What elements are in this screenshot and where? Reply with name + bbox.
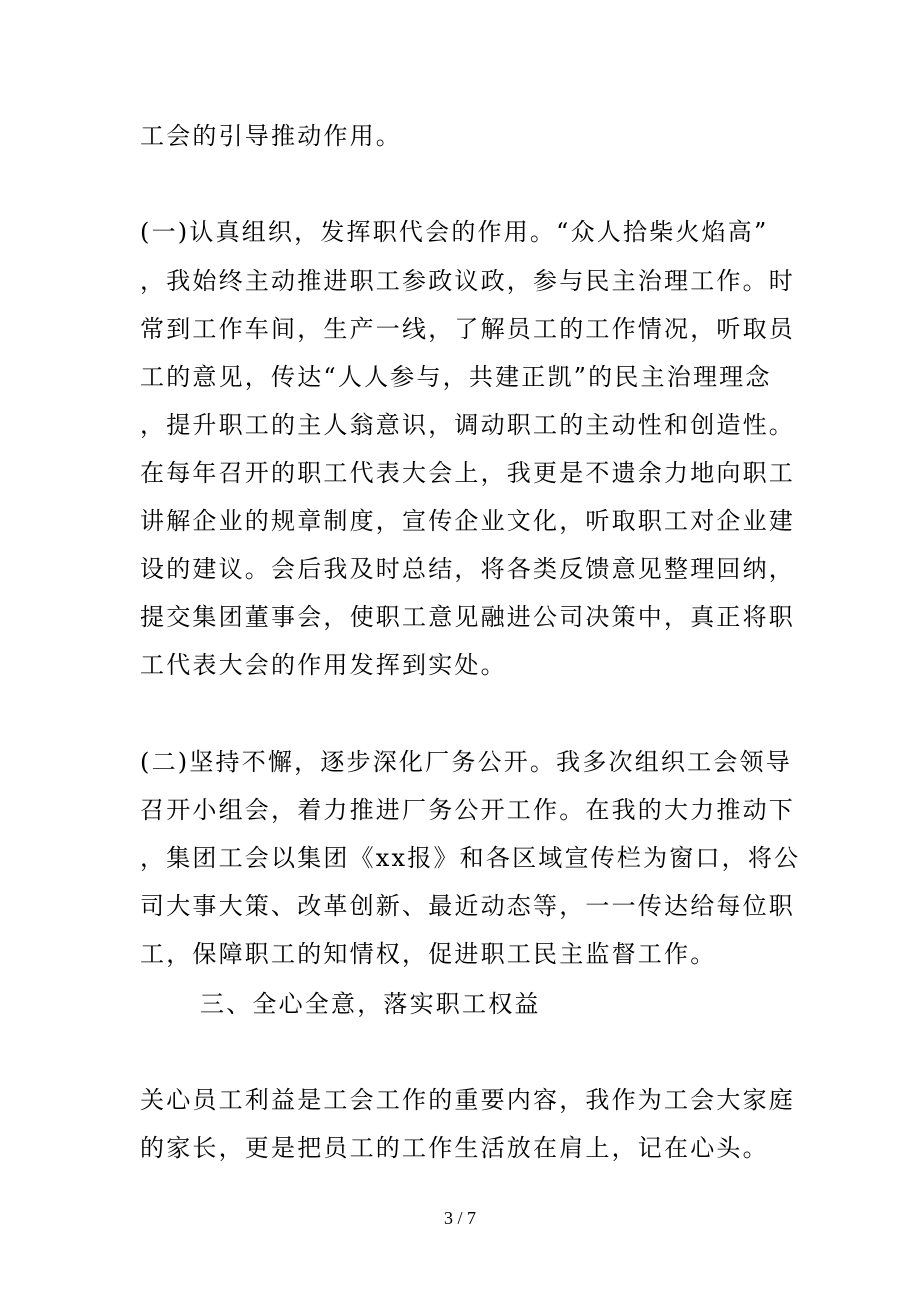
page-number: 3 / 7 <box>443 1208 476 1228</box>
paragraph-line: 司大事大策、改革创新、最近动态等，一一传达给每位职 <box>140 892 795 920</box>
section-heading: 三、全心全意，落实职工权益 <box>200 990 541 1018</box>
paragraph-line: 召开小组会，着力推进厂务公开工作。在我的大力推动下 <box>140 796 795 824</box>
paragraph-line: 关心员工利益是工会工作的重要内容，我作为工会大家庭 <box>140 1086 795 1114</box>
paragraph-line: 讲解企业的规章制度，宣传企业文化，听取职工对企业建 <box>140 507 795 535</box>
paragraph-line: 工的意见，传达“人人参与，共建正凯”的民主治理理念 <box>140 363 772 391</box>
paragraph-line: ，提升职工的主人翁意识，调动职工的主动性和创造性。 <box>140 411 795 439</box>
paragraph-line: (一)认真组织，发挥职代会的作用。“众人拾柴火焰高” <box>140 218 769 246</box>
paragraph-line: ，集团工会以集团《xx报》和各区域宣传栏为窗口，将公 <box>140 844 801 872</box>
paragraph-line: 工代表大会的作用发挥到实处。 <box>140 651 507 679</box>
paragraph-line: 提交集团董事会，使职工意见融进公司决策中，真正将职 <box>140 603 795 631</box>
paragraph-line: (二)坚持不懈，逐步深化厂务公开。我多次组织工会领导 <box>140 748 792 776</box>
paragraph-line: 设的建议。会后我及时总结，将各类反馈意见整理回纳， <box>140 555 795 583</box>
paragraph-line: 工，保障职工的知情权，促进职工民主监督工作。 <box>140 940 717 968</box>
paragraph-line: ，我始终主动推进职工参政议政，参与民主治理工作。时 <box>140 267 795 295</box>
paragraph-line: 常到工作车间，生产一线，了解员工的工作情况，听取员 <box>140 315 795 343</box>
paragraph-line: 工会的引导推动作用。 <box>140 122 402 150</box>
paragraph-line: 的家长，更是把员工的工作生活放在肩上，记在心头。 <box>140 1134 769 1162</box>
paragraph-line: 在每年召开的职工代表大会上，我更是不遗余力地向职工 <box>140 459 795 487</box>
